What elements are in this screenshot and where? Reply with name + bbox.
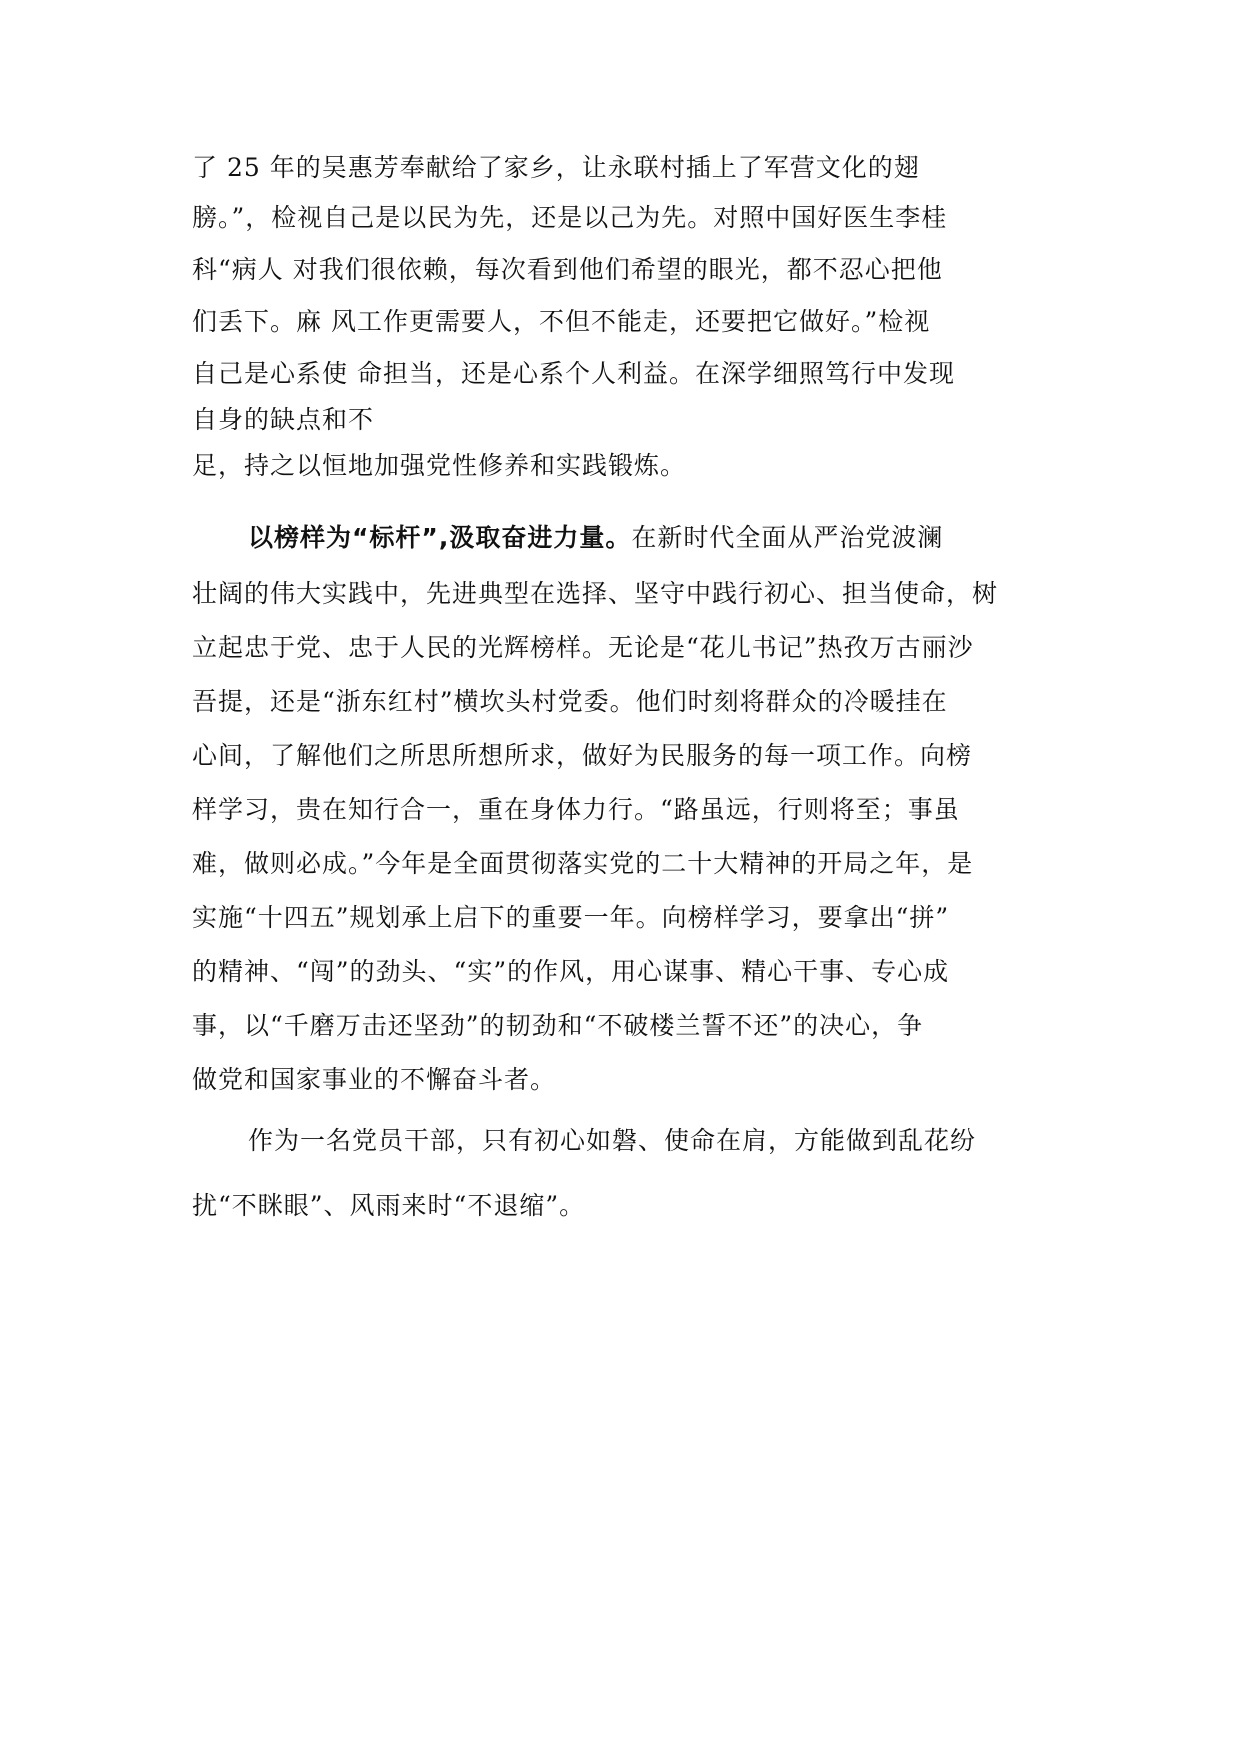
paragraph2-line-4: 吾提，还是“浙东红村”横坎头村党委。他们时刻将群众的冷暖挂在 [192, 687, 948, 716]
paragraph2-line-1 [248, 522, 943, 554]
paragraph2-line-2: 壮阔的伟大实践中，先进典型在选择、坚守中践行初心、担当使命，树 [192, 579, 999, 608]
paragraph2-line-10: 事，以“千磨万击还坚劲”的韧劲和“不破楼兰誓不还”的决心，争 [192, 1011, 924, 1040]
paragraph1-line-1: 了 25 年的吴惠芳奉献给了家乡，让永联村插上了军营文化的翅 [192, 153, 920, 182]
paragraph2-lead: 以榜样为“标杆”,汲取奋进力量。 [248, 523, 632, 552]
paragraph1-line-5: 自己是心系使 命担当，还是心系个人利益。在深学细照笃行中发现 [192, 359, 955, 388]
paragraph1-line-7: 足，持之以恒地加强党性修养和实践锻炼。 [192, 451, 687, 480]
paragraph2-line-5: 心间，了解他们之所思所想所求，做好为民服务的每一项工作。向榜 [192, 741, 973, 770]
paragraph1-line-2: 膀。”，检视自己是以民为先，还是以己为先。对照中国好医生李桂 [192, 203, 948, 232]
paragraph2-first-line-rest: 在新时代全面从严治党波澜 [631, 523, 944, 552]
paragraph1-line-3: 科“病人 对我们很依赖，每次看到他们希望的眼光，都不忍心把他 [192, 255, 943, 284]
paragraph3-line-2: 扰“不眯眼”、风雨来时“不退缩”。 [192, 1191, 586, 1220]
paragraph2-line-8: 实施“十四五”规划承上启下的重要一年。向榜样学习，要拿出“拼” [192, 903, 950, 932]
paragraph2-line-7: 难，做则必成。”今年是全面贯彻落实党的二十大精神的开局之年，是 [192, 849, 974, 878]
paragraph2-line-11: 做党和国家事业的不懈奋斗者。 [192, 1065, 557, 1094]
paragraph2-line-6: 样学习，贵在知行合一，重在身体力行。“路虽远，行则将至；事虽 [192, 795, 960, 824]
paragraph2-line-3: 立起忠于党、忠于人民的光辉榜样。无论是“花儿书记”热孜万古丽沙 [192, 633, 974, 662]
paragraph1-line-4: 们丢下。麻 风工作更需要人，不但不能走，还要把它做好。”检视 [192, 307, 931, 336]
paragraph2-line-9: 的精神、“闯”的劲头、“实”的作风，用心谋事、精心干事、专心成 [192, 957, 950, 986]
paragraph3-line-1: 作为一名党员干部，只有初心如磐、使命在肩，方能做到乱花纷 [248, 1126, 977, 1155]
paragraph1-line-6: 自身的缺点和不 [192, 405, 375, 434]
